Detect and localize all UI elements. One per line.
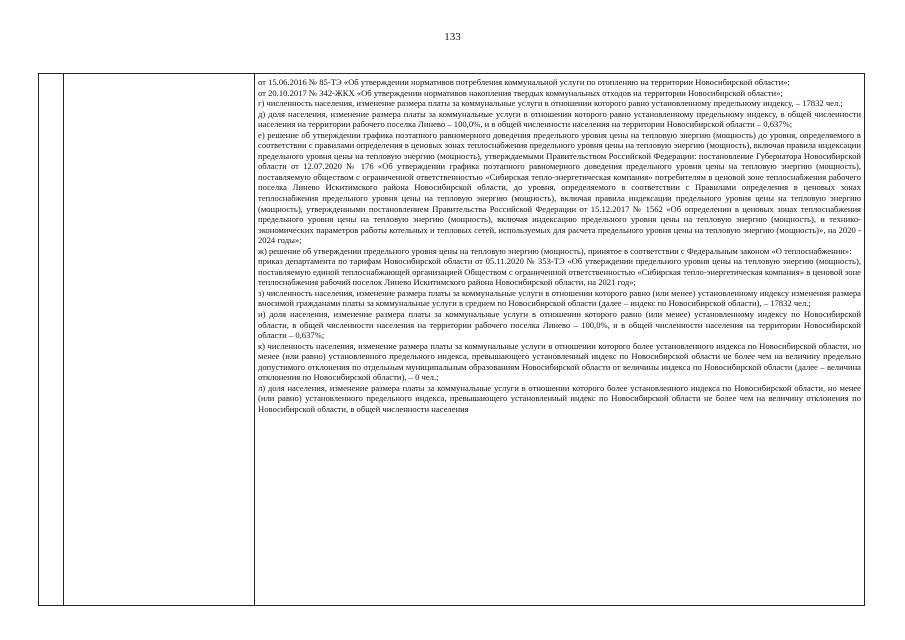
paragraph: от 20.10.2017 № 342-ЖКХ «Об утверждении нормативов накопления твердых коммунальных отходов на территории Новосибирской области»; [258,87,783,98]
paragraph: приказ департамента по тарифам Новосибирской области от 05.11.2020 № 353-ТЭ «Об утверждении предельного уровня цены на тепловую энергию (мощность), поставляемую единой теплоснабжающей организацией Обществом с ограниченной ответственностью «Сибирская тепло-энергетическая компания» в ценовой зоне теплоснабжения рабочий поселок Линево Искитимского района Новосибирской области, на 2021 год»; [258,256,861,288]
table-column-divider [254,74,255,605]
page-number: 133 [444,31,461,43]
paragraph: з) численность населения, изменение размера платы за коммунальные услуги в отношении которого равно (или менее) установленному индексу изменения размера вносимой гражданами платы за коммунальные услуги в среднем по Новосибирской области (далее – индекс по Новосибирской области), – 17832 чел.; [258,287,861,309]
table-column-divider [63,74,64,605]
paragraph: е) решение об утверждении графика поэтапного равномерного доведения предельного уровня цены на тепловую энергию (мощность) до уровня, определяемого в соответствии с правилами определения в ценовых зонах теплоснабжения предельного уровня цены на тепловую энергию (мощность), включая правила индексации предельного уровня цены на тепловую энергию (мощность), утверждаемыми Правительством Российской Федерации: постановление Губернатора Новосибирской области от 12.07.2020 № 176 «Об утверждении графика поэтапного равномерного доведения предельного уровня цены на тепловую энергию (мощность), поставляемую обществом с ограниченной ответственностью «Сибирская тепло-энергетическая компания» потребителям в ценовой зоне теплоснабжения рабочего поселка Линево Искитимского района Новосибирской области, до уровня, определяемого в соответствии с Правилами определения в ценовых зонах теплоснабжения предельного уровня цены на тепловую энергию (мощность), включая правила индексации предельного уровня цены на тепловую энергию (мощность), утвержденными постановлением Правительства Российской Федерации от 15.12.2017 № 1562 «Об определении в ценовых зонах теплоснабжения предельного уровня цены на тепловую энергию (мощность), включая индексацию предельного уровня цены на тепловую энергию (мощность), и технико-экономических параметров работы котельных и тепловых сетей, используемых для расчета предельного уровня цены на тепловую энергию (мощность)», на 2020 - 2024 годы»; [258,129,861,246]
paragraph: д) доля населения, изменение размера платы за коммунальные услуги в отношении которого равно установленному предельному индексу, в общей численности населения на территории рабочего поселка Линево – 100,0%, и в общей численности населения на территории Новосибирской области – 0,637%; [258,108,861,130]
paragraph: от 15.06.2016 № 85-ТЭ «Об утверждении нормативов потребления коммунальной услуги по отоплению на территории Новосибирской области»; [258,77,790,87]
document-table [38,73,865,606]
paragraph: и) доля населения, изменение размера платы за коммунальные услуги в отношении которого равно (или менее) установленному индексу по Новосибирской области, в общей численности населения на территории рабочего поселка Линево – 100,0%, и в общей численности населения на территории Новосибирской области – 0,637%; [258,309,861,341]
table-text-cell [258,77,861,415]
paragraph: ж) решение об утверждении предельного уровня цены на тепловую энергию (мощность), принятое в соответствии с Федеральным законом «О теплоснабжении»: [258,245,852,256]
paragraph: г) численность населения, изменение размера платы за коммунальные услуги в отношении которого равно установленному предельному индексу, – 17832 чел.; [258,98,843,109]
paragraph: к) численность населения, изменение размера платы за коммунальные услуги в отношении которого более установленного индекса по Новосибирской области, но менее (или равно) установленного предельного индекса, превышающего установленный индекс по Новосибирской области не более чем на величину предельно допустимого отклонения по отдельным муниципальным образованиям Новосибирской области от величины индекса по Новосибирской области (далее – величина отклонения по Новосибирской области), – 0 чел.; [258,340,861,383]
paragraph: л) доля населения, изменение размера платы за коммунальные услуги в отношении которого более установленного индекса по Новосибирской области, но менее (или равно) установленного предельного индекса, превышающего установленный индекс по Новосибирской области не более чем на величину отклонения по Новосибирской области, в общей численности населения [258,382,861,414]
